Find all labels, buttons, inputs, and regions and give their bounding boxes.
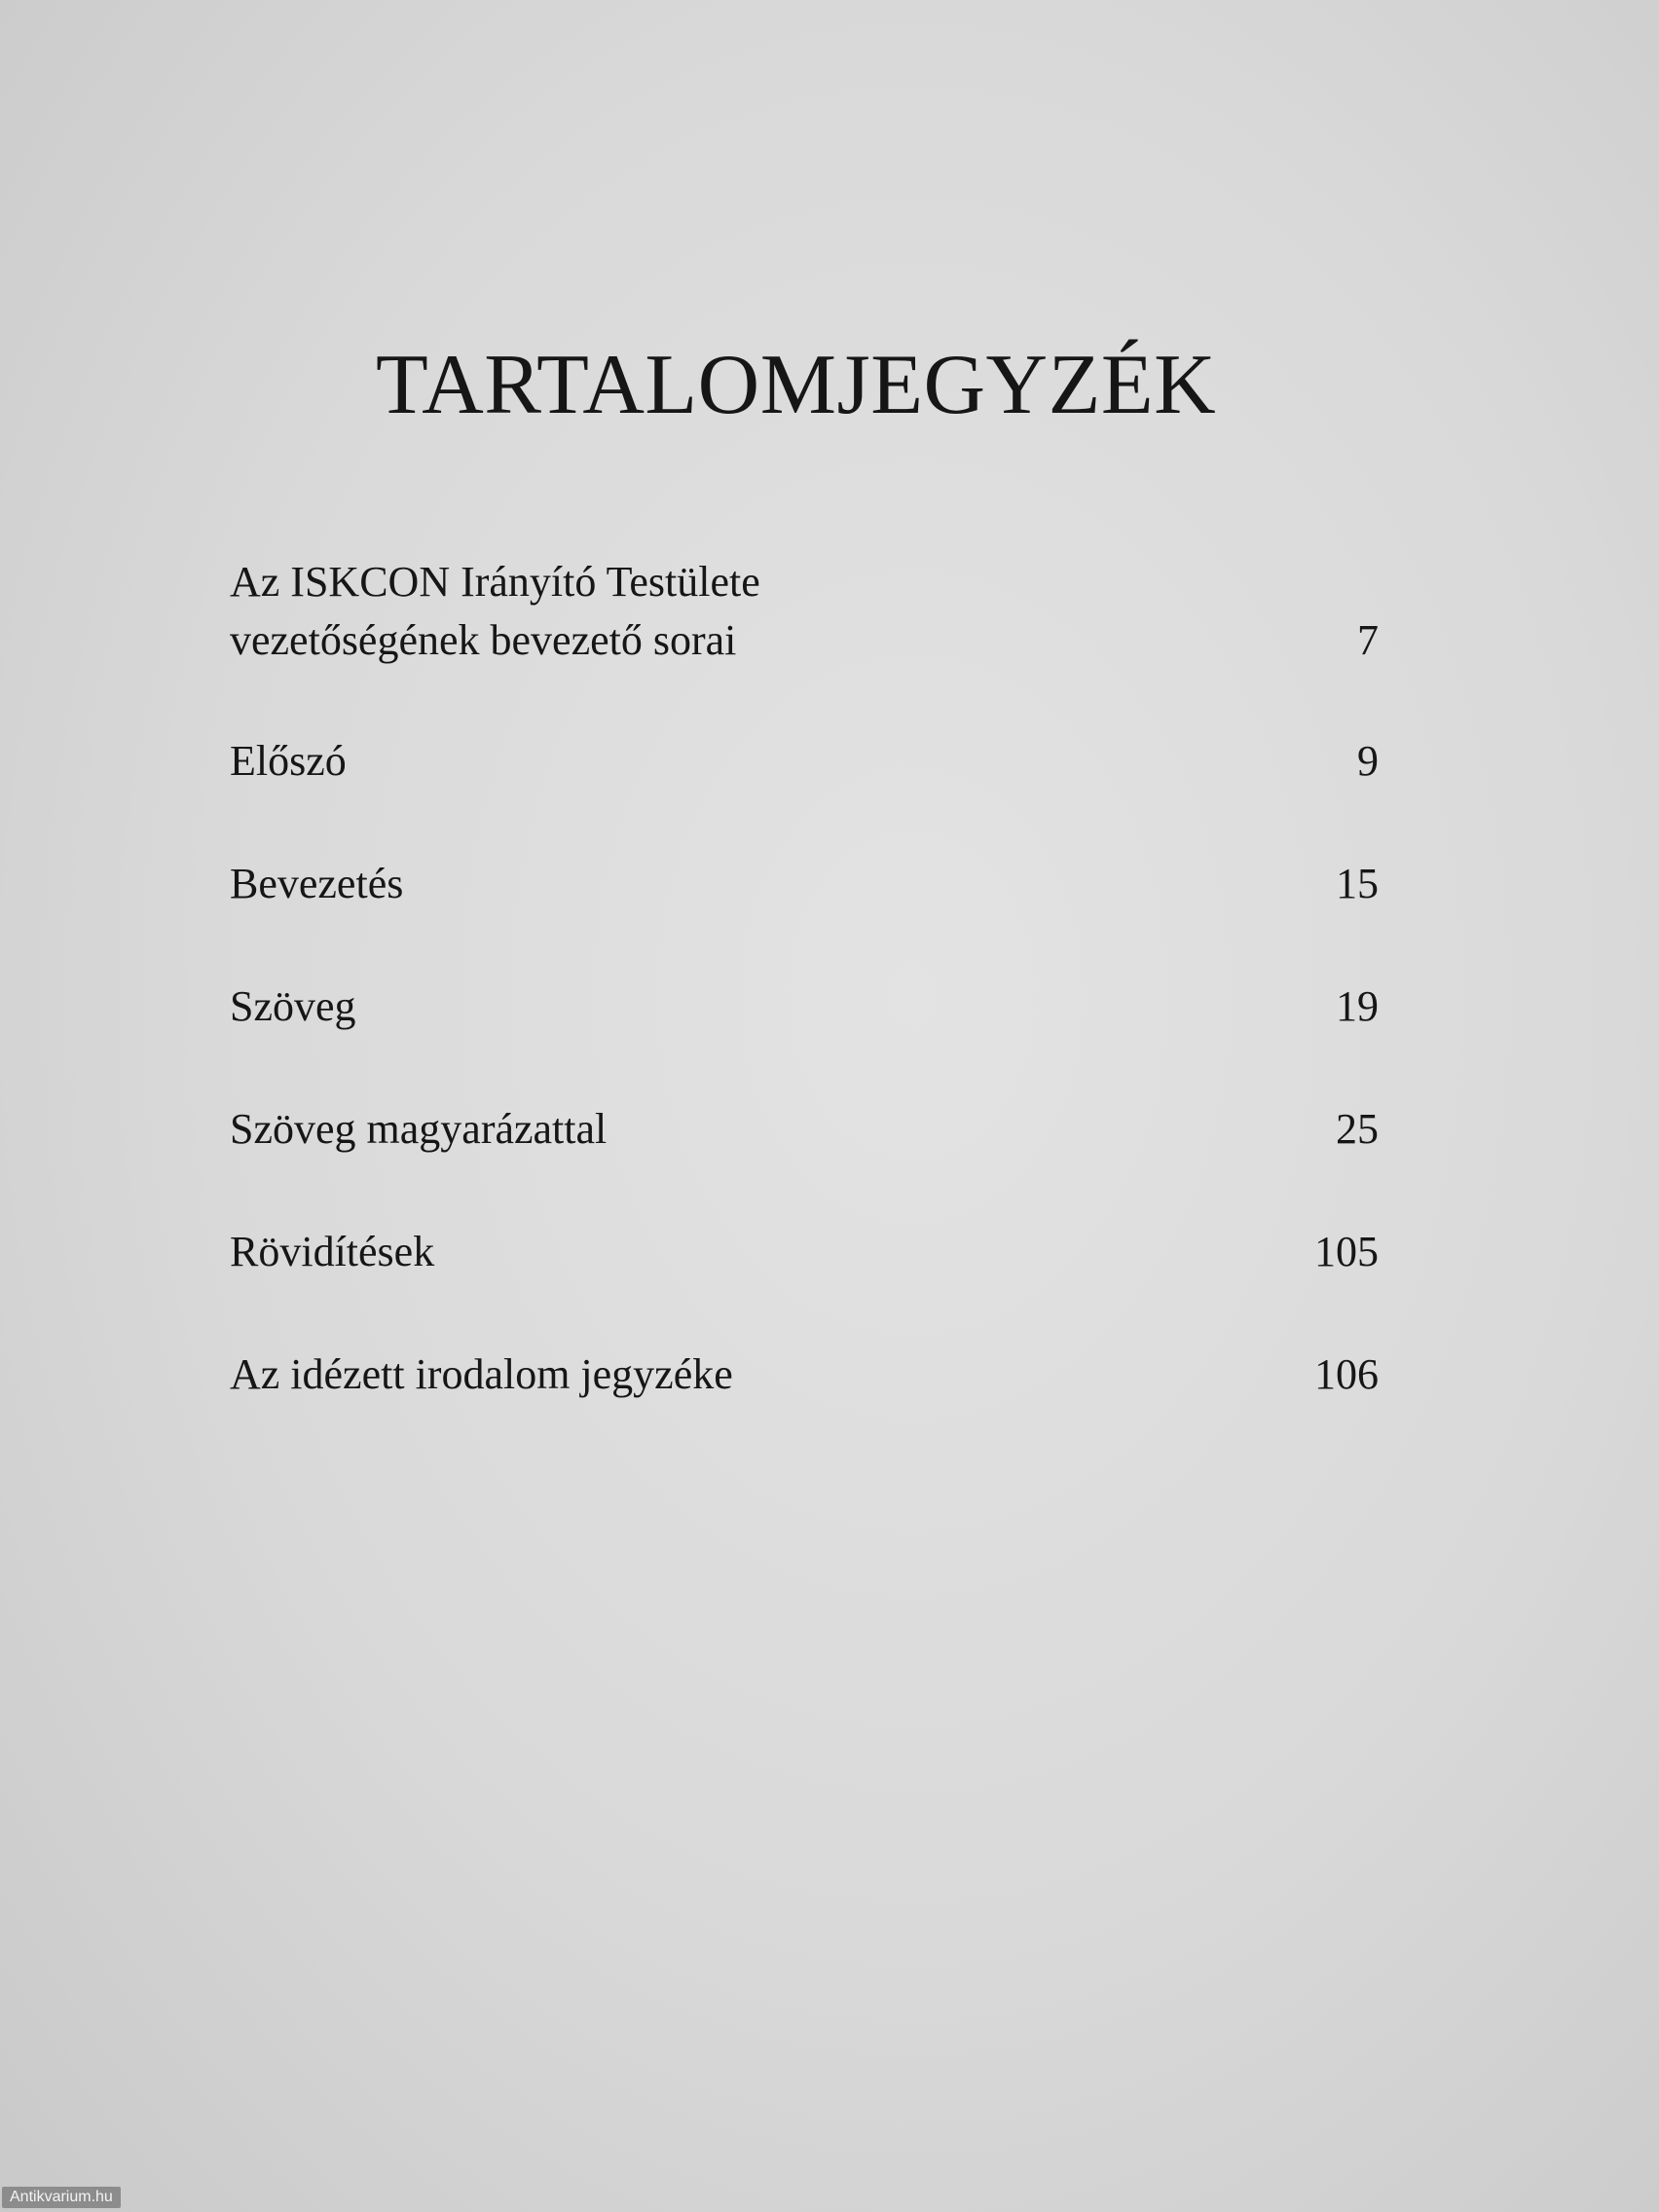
toc-entry-label — [230, 1100, 1203, 1159]
page-title: TARTALOMJEGYZÉK — [376, 338, 1217, 432]
toc-entry-label — [230, 1346, 1203, 1404]
toc-entry-page-number: 25 — [1336, 1105, 1379, 1153]
toc-entry-page-number: 106 — [1314, 1350, 1379, 1398]
toc-entry-label — [230, 1223, 1203, 1281]
toc-entry — [230, 977, 1379, 1036]
toc-entry — [230, 855, 1379, 913]
toc-entry-label — [230, 855, 1203, 913]
toc-entry-label-line: Bevezetés — [230, 860, 404, 907]
toc-entry-label-line: Az idézett irodalom jegyzéke — [230, 1350, 733, 1398]
toc-entry-label — [230, 553, 1203, 670]
toc-entry-label-line: vezetőségének bevezető sorai — [230, 616, 737, 664]
toc-entry-label — [230, 732, 1203, 791]
toc-entry-page-number: 19 — [1336, 982, 1379, 1030]
toc-entry — [230, 1100, 1379, 1159]
watermark-label: Antikvarium.hu — [2, 2187, 121, 2208]
toc-entry-page-number: 9 — [1357, 737, 1379, 785]
toc-entry — [230, 1223, 1379, 1281]
toc-entry — [230, 553, 1379, 670]
toc-entry — [230, 1346, 1379, 1404]
toc-entry — [230, 732, 1379, 791]
toc-entry-label-line: Előszó — [230, 737, 347, 785]
table-of-contents — [230, 553, 1379, 1404]
toc-entry-page-number: 7 — [1357, 616, 1379, 664]
toc-entry-label-line: Rövidítések — [230, 1228, 435, 1275]
toc-entry-label-line: Szöveg — [230, 982, 356, 1030]
toc-entry-page-number: 105 — [1314, 1228, 1379, 1275]
toc-entry-label — [230, 977, 1203, 1036]
toc-entry-label-line: Szöveg magyarázattal — [230, 1105, 608, 1153]
toc-entry-label-line: Az ISKCON Irányító Testülete — [230, 558, 760, 606]
toc-entry-page-number: 15 — [1336, 860, 1379, 907]
